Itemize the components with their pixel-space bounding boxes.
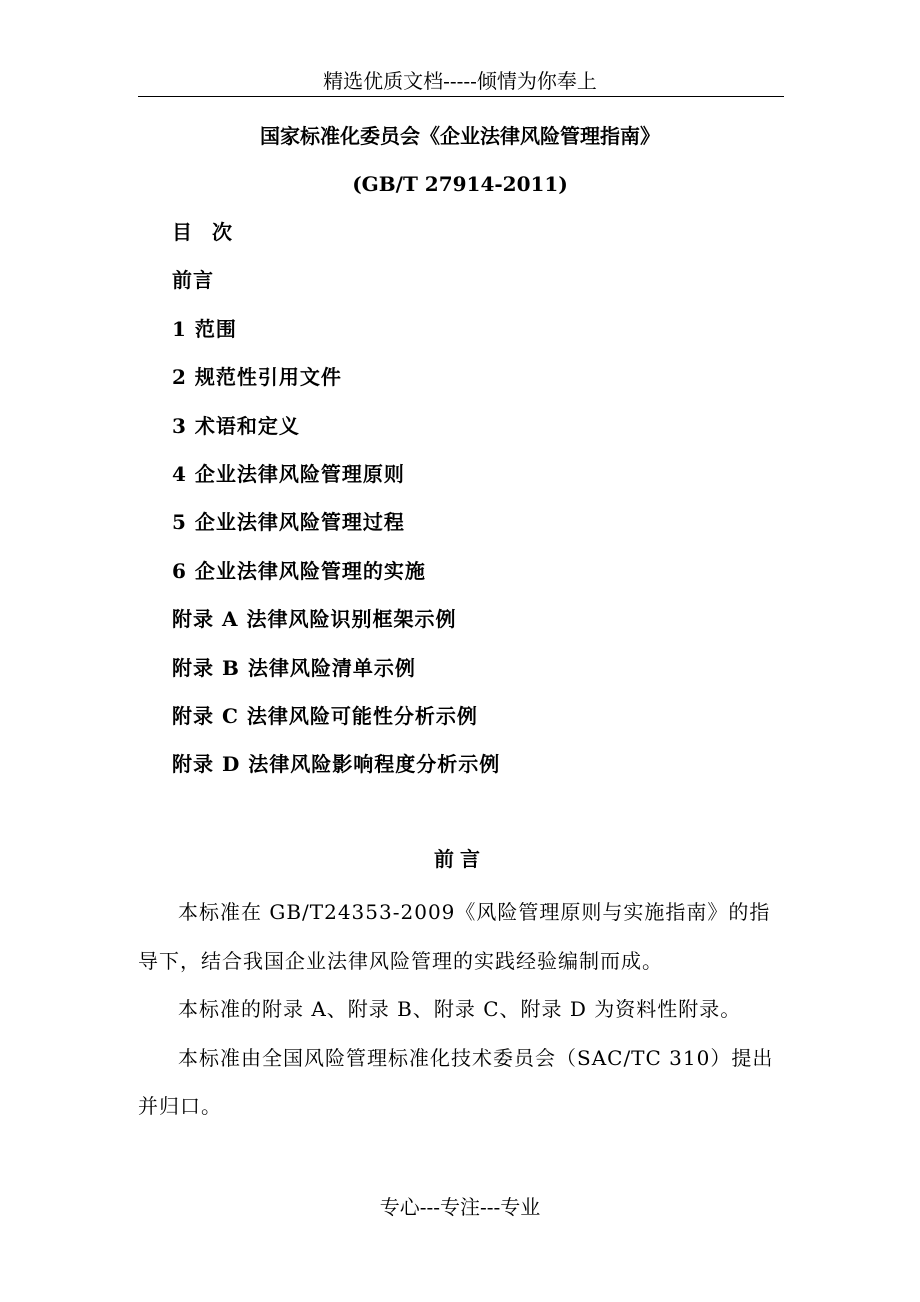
page-header: 精选优质文档-----倾情为你奉上 xyxy=(323,69,597,93)
toc-item-implementation: 6 企业法律风险管理的实施 xyxy=(172,558,426,583)
page-footer: 专心---专注---专业 xyxy=(379,1195,541,1219)
toc-item-appendix-d: 附录 D 法律风险影响程度分析示例 xyxy=(172,752,501,777)
preface-paragraph: 本标准的附录 A、附录 B、附录 C、附录 D 为资料性附录。 xyxy=(178,997,742,1021)
toc-item-principles: 4 企业法律风险管理原则 xyxy=(172,461,405,486)
preface-paragraph: 本标准由全国风险管理标准化技术委员会（SAC/TC 310）提出并归口。 xyxy=(138,1045,774,1118)
toc-heading: 目次 xyxy=(172,220,252,244)
preface-paragraph: 本标准在 GB/T24353-2009《风险管理原则与实施指南》的指导下，结合我国企业法律风险管理的实践经验编制而成。 xyxy=(138,900,771,973)
toc-item-preface: 前言 xyxy=(172,268,214,293)
table-of-contents xyxy=(172,216,500,797)
toc-item-appendix-c: 附录 C 法律风险可能性分析示例 xyxy=(172,703,478,728)
toc-item-appendix-a: 附录 A 法律风险识别框架示例 xyxy=(172,607,457,632)
toc-item-scope: 1 范围 xyxy=(172,316,237,341)
toc-item-normative-references: 2 规范性引用文件 xyxy=(172,365,342,390)
toc-item-appendix-b: 附录 B 法律风险清单示例 xyxy=(172,655,416,680)
preface-title: 前言 xyxy=(434,847,486,871)
document-code: (GB/T 27914-2011) xyxy=(352,172,568,196)
preface-body xyxy=(138,888,778,1131)
toc-item-terms-definitions: 3 术语和定义 xyxy=(172,413,300,438)
header-divider xyxy=(138,96,784,97)
toc-item-process: 5 企业法律风险管理过程 xyxy=(172,510,405,535)
document-title: 国家标准化委员会《企业法律风险管理指南》 xyxy=(260,124,660,148)
